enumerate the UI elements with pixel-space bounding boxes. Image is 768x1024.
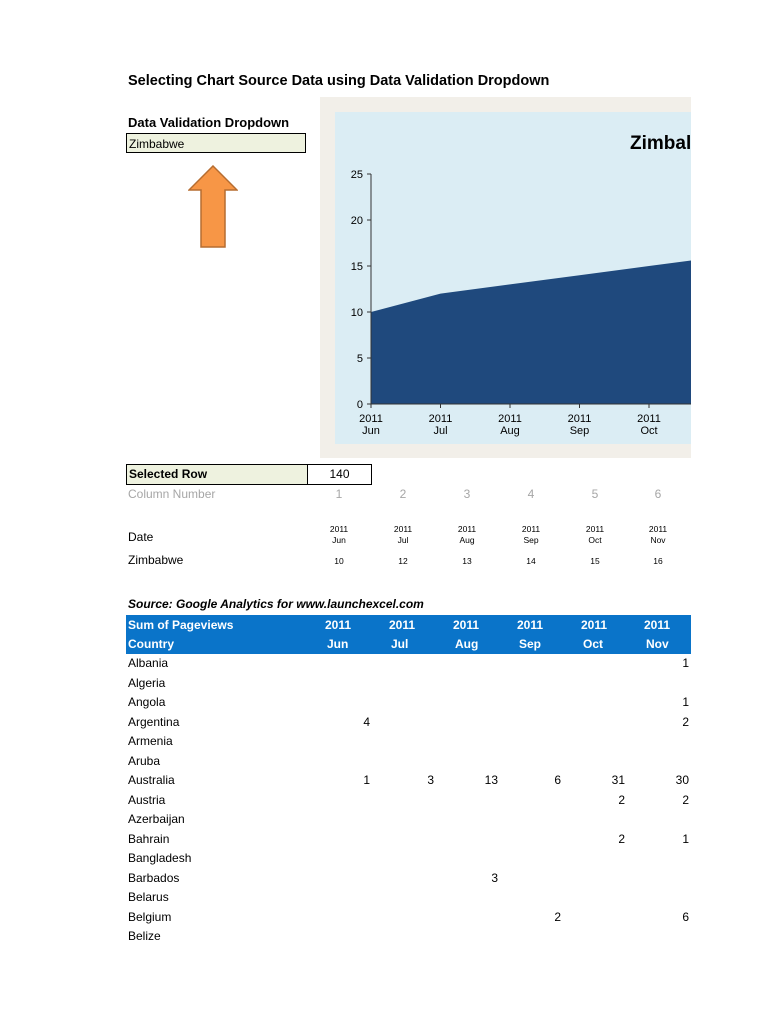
country-value-cell: 15 bbox=[590, 556, 600, 566]
pageviews-cell: 2 bbox=[554, 909, 561, 924]
column-number-label: Column Number bbox=[128, 487, 216, 501]
country-cell: Armenia bbox=[128, 734, 173, 748]
selected-row-value[interactable]: 140 bbox=[307, 464, 372, 485]
table-row bbox=[126, 713, 691, 733]
selected-row-label: Selected Row bbox=[126, 464, 308, 485]
pivot-header-year: 2011 bbox=[389, 618, 416, 632]
country-cell: Belize bbox=[128, 929, 161, 943]
country-value-cell: 14 bbox=[526, 556, 536, 566]
column-number-cell: 2 bbox=[399, 487, 407, 501]
pivot-header-month: Aug bbox=[455, 637, 479, 651]
country-cell: Barbados bbox=[128, 870, 180, 885]
country-cell: Belgium bbox=[128, 909, 172, 924]
date-year-cell: 2011 bbox=[521, 524, 541, 534]
pivot-header bbox=[126, 615, 691, 654]
country-value-cell: 16 bbox=[653, 556, 663, 566]
x-tick-label-year: 2011 bbox=[359, 413, 383, 425]
date-year-cell: 2011 bbox=[457, 524, 477, 534]
table-row bbox=[126, 654, 691, 674]
pageviews-cell: 4 bbox=[363, 714, 370, 729]
country-value-cell: 13 bbox=[462, 556, 472, 566]
column-number-cell: 4 bbox=[527, 487, 535, 501]
y-tick-label: 20 bbox=[350, 215, 363, 227]
pageviews-cell: 3 bbox=[491, 870, 498, 885]
pageviews-cell: 1 bbox=[682, 831, 689, 846]
date-month-cell: Sep bbox=[523, 535, 539, 545]
column-number-cell: 3 bbox=[463, 487, 471, 501]
x-tick-label-year: 2011 bbox=[637, 413, 661, 425]
date-label: Date bbox=[128, 530, 154, 544]
table-row bbox=[126, 849, 691, 869]
pageviews-cell: 2 bbox=[618, 792, 625, 807]
table-row bbox=[126, 732, 691, 752]
date-month-cell: Jun bbox=[332, 535, 346, 545]
date-month-cell: Oct bbox=[588, 535, 602, 545]
date-year-cell: 2011 bbox=[329, 524, 349, 534]
date-year-cell: 2011 bbox=[585, 524, 605, 534]
country-cell: Bahrain bbox=[128, 831, 170, 846]
table-row bbox=[126, 810, 691, 830]
table-row bbox=[126, 693, 691, 713]
country-cell: Australia bbox=[128, 773, 175, 787]
table-row bbox=[126, 927, 691, 947]
y-tick-label: 25 bbox=[350, 169, 363, 181]
pivot-header-year: 2011 bbox=[325, 618, 352, 632]
pageviews-cell: 6 bbox=[554, 773, 561, 787]
pageviews-cell: 6 bbox=[682, 909, 689, 924]
pageviews-cell: 1 bbox=[682, 656, 689, 670]
date-month-cell: Jul bbox=[397, 535, 409, 545]
country-cell: Aruba bbox=[128, 753, 161, 768]
table-row bbox=[126, 674, 691, 694]
country-cell: Algeria bbox=[128, 675, 166, 690]
table-row bbox=[126, 791, 691, 811]
column-number-cell: 5 bbox=[591, 487, 599, 501]
table-row bbox=[126, 771, 691, 791]
pivot-header-top: Sum of Pageviews bbox=[128, 618, 234, 632]
pageviews-cell: 13 bbox=[484, 773, 498, 787]
column-number-cell: 1 bbox=[335, 487, 343, 501]
country-value-cell: 12 bbox=[398, 556, 408, 566]
y-tick-label: 10 bbox=[350, 307, 363, 319]
pivot-header-month: Sep bbox=[519, 637, 542, 651]
x-tick-label-month: Aug bbox=[500, 425, 520, 437]
pivot-header-year: 2011 bbox=[453, 618, 480, 632]
country-cell: Bangladesh bbox=[128, 851, 192, 865]
country-row-label: Zimbabwe bbox=[128, 553, 184, 567]
x-tick-label-year: 2011 bbox=[567, 413, 592, 425]
chart-svg bbox=[320, 97, 691, 458]
country-cell: Angola bbox=[128, 695, 166, 709]
area-chart[interactable] bbox=[320, 97, 691, 458]
table-row bbox=[126, 888, 691, 908]
pivot-header-month: Jun bbox=[327, 637, 349, 651]
dropdown-label: Data Validation Dropdown bbox=[128, 115, 290, 130]
pageviews-cell: 2 bbox=[682, 714, 689, 729]
y-tick-label: 5 bbox=[356, 353, 363, 365]
y-tick-label: 15 bbox=[350, 261, 363, 273]
column-number-cell: 6 bbox=[654, 487, 662, 501]
x-tick-label-month: Jul bbox=[433, 425, 448, 437]
page-title: Selecting Chart Source Data using Data Validation Dropdown bbox=[128, 73, 550, 89]
y-tick-label: 0 bbox=[356, 399, 363, 411]
date-month-cell: Aug bbox=[459, 535, 475, 545]
table-row bbox=[126, 908, 691, 928]
pageviews-cell: 2 bbox=[682, 792, 689, 807]
pivot-header-year: 2011 bbox=[581, 618, 608, 632]
country-dropdown-cell[interactable]: Zimbabwe bbox=[126, 133, 306, 153]
pageviews-cell: 1 bbox=[682, 695, 689, 709]
x-tick-label-month: Sep bbox=[569, 425, 590, 437]
pivot-header-month: Oct bbox=[583, 637, 604, 651]
chart-title: Zimbal bbox=[630, 133, 691, 154]
x-tick-label-year: 2011 bbox=[498, 413, 522, 425]
pageviews-cell: 1 bbox=[363, 773, 370, 787]
country-cell: Azerbaijan bbox=[128, 812, 185, 826]
up-arrow-icon bbox=[188, 165, 238, 249]
country-cell: Belarus bbox=[128, 890, 169, 904]
pageviews-cell: 2 bbox=[618, 831, 625, 846]
pageviews-cell: 3 bbox=[427, 773, 434, 787]
country-cell: Argentina bbox=[128, 714, 180, 729]
pivot-header-country: Country bbox=[128, 637, 174, 651]
country-value-cell: 10 bbox=[334, 556, 344, 566]
table-row bbox=[126, 830, 691, 850]
date-month-cell: Nov bbox=[650, 535, 666, 545]
table-row bbox=[126, 752, 691, 772]
x-tick-label-month: Jun bbox=[362, 425, 380, 437]
pivot-header-year: 2011 bbox=[644, 618, 671, 632]
date-year-cell: 2011 bbox=[648, 524, 668, 534]
pivot-header-year: 2011 bbox=[517, 618, 544, 632]
x-tick-label-year: 2011 bbox=[428, 413, 453, 425]
pivot-header-month: Nov bbox=[646, 637, 669, 651]
table-row bbox=[126, 869, 691, 889]
pageviews-cell: 31 bbox=[611, 773, 625, 787]
country-cell: Albania bbox=[128, 656, 169, 670]
source-note: Source: Google Analytics for www.launchexcel.com bbox=[128, 597, 424, 611]
pivot-header-month: Jul bbox=[391, 637, 409, 651]
date-year-cell: 2011 bbox=[393, 524, 413, 534]
country-cell: Austria bbox=[128, 792, 166, 807]
x-tick-label-month: Oct bbox=[640, 425, 658, 437]
pageviews-cell: 30 bbox=[675, 773, 689, 787]
